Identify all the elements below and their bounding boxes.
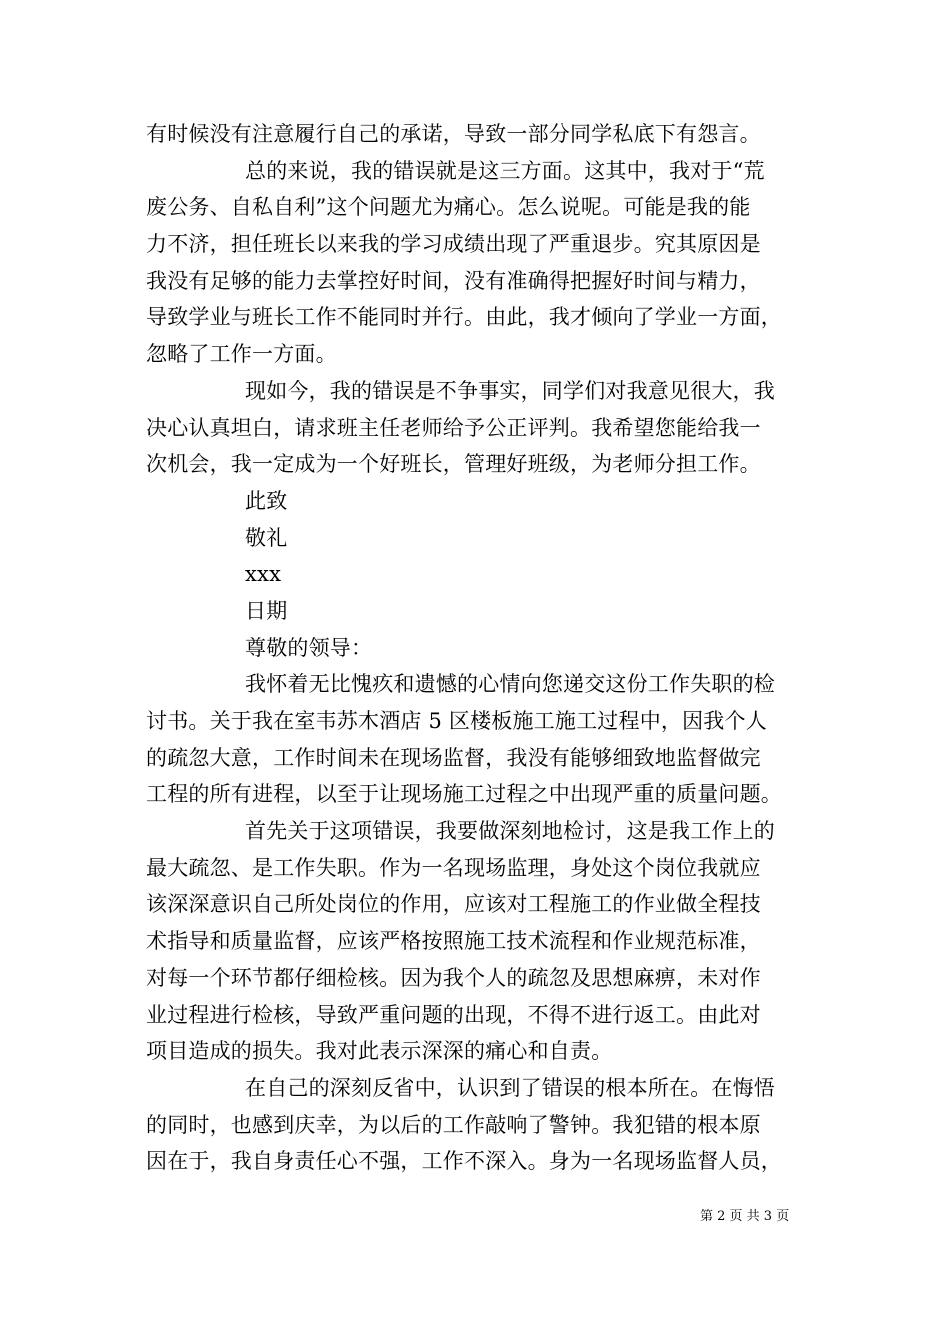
text-line: 对每一个环节都仔细检核。因为我个人的疏忽及思想麻痹，未对作 xyxy=(146,965,761,990)
text-line: 我没有足够的能力去掌控好时间，没有准确得把握好时间与精力， xyxy=(146,268,761,293)
text-line: 尊敬的领导： xyxy=(245,635,373,660)
text-line: 因在于，我自身责任心不强，工作不深入。身为一名现场监督人员， xyxy=(146,1149,782,1174)
text-line: 最大疏忽、是工作失职。作为一名现场监理，身处这个岗位我就应 xyxy=(146,855,761,880)
text-line: 现如今，我的错误是不争事实，同学们对我意见很大，我 xyxy=(245,378,775,403)
text-line: 总的来说，我的错误就是这三方面。这其中，我对于“荒 xyxy=(245,158,765,183)
text-line: 废公务、自私自利”这个问题尤为痛心。怎么说呢。可能是我的能 xyxy=(146,195,751,220)
text-line: 导致学业与班长工作不能同时并行。由此，我才倾向了学业一方面， xyxy=(146,305,782,330)
text-line: 的同时，也感到庆幸，为以后的工作敲响了警钟。我犯错的根本原 xyxy=(146,1112,761,1137)
text-line: 术指导和质量监督，应该严格按照施工技术流程和作业规范标准， xyxy=(146,929,761,954)
text-line: 有时候没有注意履行自己的承诺，导致一部分同学私底下有怨言。 xyxy=(146,122,761,146)
text-line: 此致 xyxy=(245,488,288,513)
page-number: 第 2 页 共 3 页 xyxy=(700,1209,790,1224)
text-line: 敬礼 xyxy=(245,525,288,550)
text-line: 力不济，担任班长以来我的学习成绩出现了严重退步。究其原因是 xyxy=(146,232,761,257)
text-line: 首先关于这项错误，我要做深刻地检讨，这是我工作上的 xyxy=(245,819,775,844)
text-line: 讨书。关于我在室韦苏木酒店 5 区楼板施工施工过程中，因我个人 xyxy=(146,709,767,733)
text-line: 业过程进行检核，导致严重问题的出现，不得不进行返工。由此对 xyxy=(146,1002,761,1027)
document-body xyxy=(146,116,810,1180)
text-line: 决心认真坦白，请求班主任老师给予公正评判。我希望您能给我一 xyxy=(146,415,761,440)
text-line: 工程的所有进程，以至于让现场施工过程之中出现严重的质量问题。 xyxy=(146,782,782,807)
text-line: 我怀着无比愧疚和遗憾的心情向您递交这份工作失职的检 xyxy=(245,672,775,697)
text-line: 项目造成的损失。我对此表示深深的痛心和自责。 xyxy=(146,1039,613,1064)
text-line: 日期 xyxy=(245,598,288,623)
text-line: 次机会，我一定成为一个好班长，管理好班级，为老师分担工作。 xyxy=(146,452,761,477)
text-line: 该深深意识自己所处岗位的作用，应该对工程施工的作业做全程技 xyxy=(146,892,761,917)
text-line: xxx xyxy=(245,562,282,587)
text-line: 的疏忽大意，工作时间未在现场监督，我没有能够细致地监督做完 xyxy=(146,745,761,770)
text-line: 在自己的深刻反省中，认识到了错误的根本所在。在悔悟 xyxy=(245,1075,775,1100)
text-line: 忽略了工作一方面。 xyxy=(146,342,337,367)
